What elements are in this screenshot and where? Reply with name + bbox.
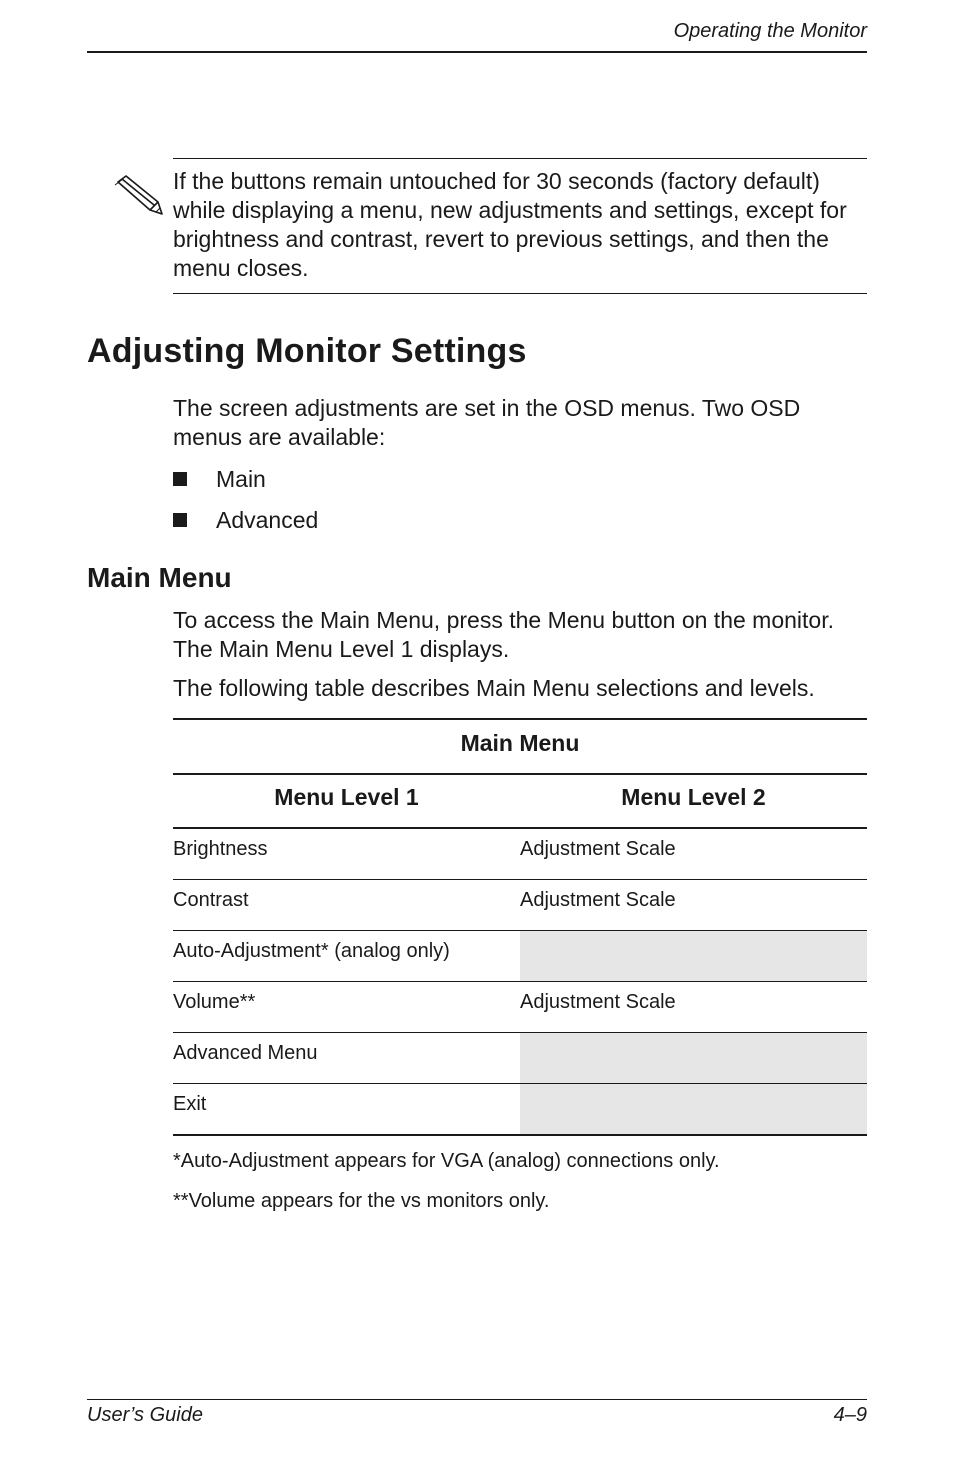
subsection-para-2: The following table describes Main Menu selections and levels. xyxy=(173,675,815,701)
table-cell-level2-empty xyxy=(520,1033,867,1083)
main-menu-table xyxy=(173,718,867,1136)
note-text: If the buttons remain untouched for 30 seconds (factory default) while displaying a menu, new adjustments and settings, except for brightness and contrast, revert to previous settings, and then the menu closes. xyxy=(173,168,847,281)
table-cell-level1: Auto-Adjustment* (analog only) xyxy=(173,940,450,962)
table-cell-level1: Volume** xyxy=(173,991,256,1013)
footer-guide-title: User’s Guide xyxy=(87,1404,203,1426)
footer-page-number: 4–9 xyxy=(833,1404,867,1426)
table-row xyxy=(173,1033,867,1084)
table-cell-level2-empty xyxy=(520,1084,867,1134)
pencil-note-icon xyxy=(112,172,164,220)
table-row xyxy=(173,931,867,982)
section-intro: The screen adjustments are set in the OSD menus. Two OSD menus are available: xyxy=(173,395,801,450)
table-cell-level2: Adjustment Scale xyxy=(520,889,676,911)
table-cell-level1: Contrast xyxy=(173,889,249,911)
header-section-title: Operating the Monitor xyxy=(673,20,867,42)
bullet-text: Advanced xyxy=(216,507,319,533)
bullet-text: Main xyxy=(216,466,266,492)
table-cell-level1: Exit xyxy=(173,1093,207,1115)
subsection-title: Main Menu xyxy=(87,562,232,593)
table-row xyxy=(173,982,867,1033)
bullet-square-icon xyxy=(173,472,187,486)
table-cell-level1: Advanced Menu xyxy=(173,1042,318,1064)
table-row xyxy=(173,829,867,880)
table-cell-level2: Adjustment Scale xyxy=(520,838,676,860)
table-cell-level2-empty xyxy=(520,931,867,981)
table-cell-level1: Brightness xyxy=(173,838,268,860)
section-title: Adjusting Monitor Settings xyxy=(87,332,527,370)
table-cell-level2: Adjustment Scale xyxy=(520,991,676,1013)
table-caption: Main Menu xyxy=(173,720,867,775)
table-header-cell: Menu Level 2 xyxy=(621,784,766,810)
footnote: **Volume appears for the vs monitors only. xyxy=(173,1190,550,1212)
note-box xyxy=(173,158,867,294)
footnote: *Auto-Adjustment appears for VGA (analog) connections only. xyxy=(173,1150,720,1172)
running-header xyxy=(87,18,867,53)
table-row xyxy=(173,1084,867,1136)
subsection-para-1: To access the Main Menu, press the Menu button on the monitor. The Main Menu Level 1 displays. xyxy=(173,607,834,662)
table-row xyxy=(173,880,867,931)
table-header-cell: Menu Level 1 xyxy=(274,784,419,810)
bullet-square-icon xyxy=(173,513,187,527)
table-header-row xyxy=(173,775,867,829)
running-footer xyxy=(87,1399,867,1426)
